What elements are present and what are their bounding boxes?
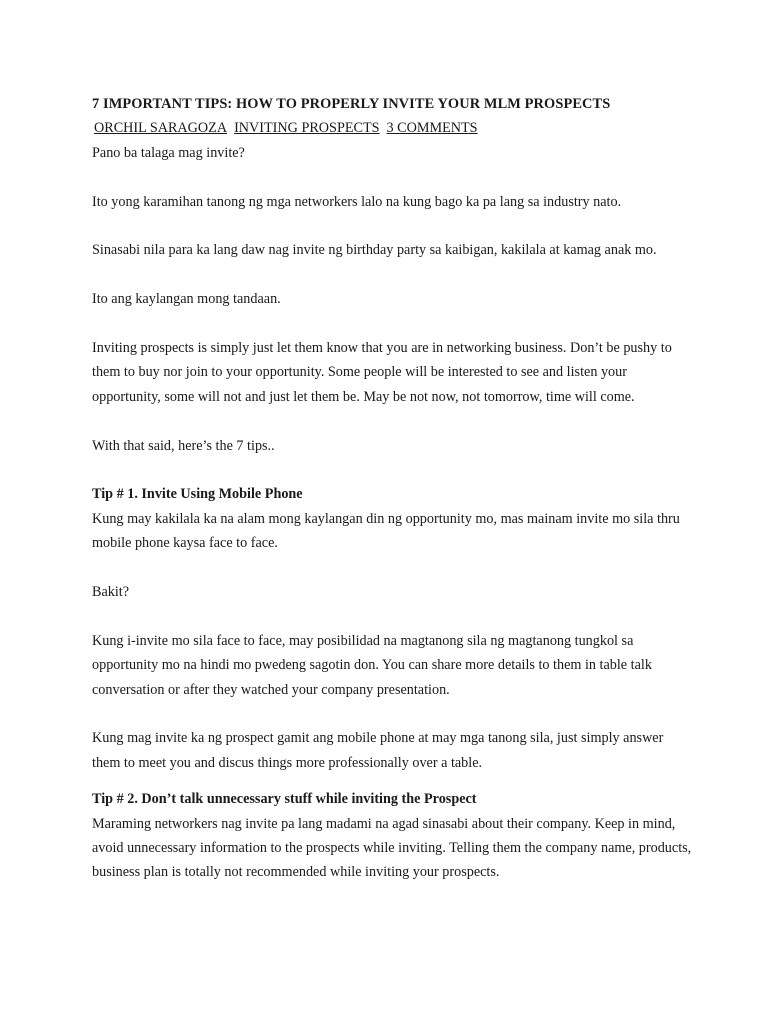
tip-2-paragraph: Maraming networkers nag invite pa lang madami na agad sinasabi about their company. Keep in mind, avoid unnecessary information to the prospects while inviting. Telling them the company name, products, business plan is totally not recommended while inviting your prospects. (92, 815, 692, 881)
category-link[interactable]: INVITING PROSPECTS (234, 120, 380, 137)
intro-paragraph: With that said, here’s the 7 tips.. (92, 437, 275, 454)
tip-1-paragraph: Bakit? (92, 584, 130, 601)
tip-2-heading: Tip # 2. Don’t talk unnecessary stuff while inviting the Prospect (92, 791, 477, 808)
intro-paragraph: Inviting prospects is simply just let them know that you are in networking business. Don’t be pushy to them to buy nor join to your opportunity. Some people will be interested to see and listen your opportunity, some will not and just let them be. May be not now, not tomorrow, time will come. (92, 340, 672, 405)
article-title: 7 IMPORTANT TIPS: HOW TO PROPERLY INVITE YOUR MLM PROSPECTS (92, 96, 611, 112)
article-meta (92, 116, 692, 140)
intro-paragraph: Ito yong karamihan tanong ng mga networkers lalo na kung bago ka pa lang sa industry nato. (92, 193, 622, 210)
comments-link[interactable]: 3 COMMENTS (386, 120, 478, 137)
tip-1-paragraph: Kung i-invite mo sila face to face, may posibilidad na magtanong sila ng magtanong tungkol sa opportunity mo na hindi mo pwedeng sagotin don. You can share more details to them in table talk conversation or after they watched your company presentation. (92, 632, 652, 698)
intro-paragraph: Pano ba talaga mag invite? (92, 144, 245, 161)
article-body (92, 92, 692, 885)
tip-1-paragraph: Kung may kakilala ka na alam mong kaylangan din ng opportunity mo, mas mainam invite mo sila thru mobile phone kaysa face to face. (92, 510, 680, 552)
tip-1-paragraph: Kung mag invite ka ng prospect gamit ang mobile phone at may mga tanong sila, just simply answer them to meet you and discus things more professionally over a table. (92, 730, 664, 771)
author-link[interactable]: ORCHIL SARAGOZA (94, 120, 228, 137)
intro-paragraph: Sinasabi nila para ka lang daw nag invite ng birthday party sa kaibigan, kakilala at kamag anak mo. (92, 242, 657, 259)
intro-paragraph: Ito ang kaylangan mong tandaan. (92, 291, 281, 308)
tip-1-heading: Tip # 1. Invite Using Mobile Phone (92, 486, 303, 503)
